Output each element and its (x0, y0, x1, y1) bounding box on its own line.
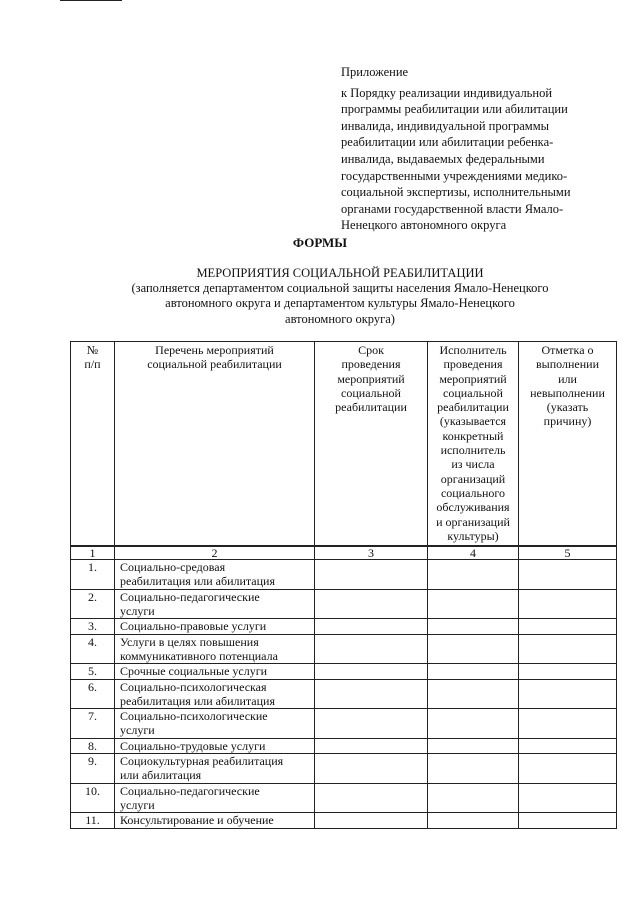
mark-cell[interactable] (519, 560, 617, 590)
header-line: реабилитации (335, 400, 407, 415)
header-line: или (558, 371, 577, 386)
appendix-line: органами государственной власти Ямало- (341, 201, 564, 216)
activity-line: или абилитация (120, 768, 202, 783)
term-cell[interactable] (315, 560, 428, 590)
activity-line: услуги (120, 723, 155, 738)
header-line: (указать (546, 400, 589, 415)
mark-cell[interactable] (519, 783, 617, 813)
term-cell[interactable] (315, 619, 428, 634)
term-cell[interactable] (315, 738, 428, 753)
table-head (71, 342, 617, 560)
appendix-line: к Порядку реализации индивидуальной (341, 85, 553, 100)
mark-cell[interactable] (519, 589, 617, 619)
mark-cell[interactable] (519, 813, 617, 828)
activity-line: Социально-педагогические (120, 783, 260, 798)
mark-cell[interactable] (519, 619, 617, 634)
activity-line: Срочные социальные услуги (120, 664, 268, 679)
activity-line: Социокультурная реабилитация (120, 754, 284, 769)
header-line: (указывается (439, 414, 507, 429)
header-completion-mark (519, 342, 617, 547)
executor-cell[interactable] (428, 813, 519, 828)
row-number: 11. (71, 813, 115, 828)
appendix-line: программы реабилитации или абилитации (341, 102, 568, 117)
row-number: 6. (71, 679, 115, 709)
activity-line: услуги (120, 604, 155, 619)
executor-cell[interactable] (428, 634, 519, 664)
header-line: п/п (84, 357, 101, 372)
appendix-text (341, 85, 581, 234)
executor-cell[interactable] (428, 679, 519, 709)
header-term (315, 342, 428, 547)
row-number: 8. (71, 738, 115, 753)
appendix-block (341, 64, 581, 234)
header-row (71, 342, 617, 547)
term-cell[interactable] (315, 783, 428, 813)
subtitle-line: (заполняется департаментом социальной защиты населения Ямало-Ненецкого (131, 281, 549, 296)
header-line: социальной (443, 385, 503, 400)
appendix-line: реабилитации или абилитации ребенка- (341, 135, 554, 150)
appendix-line: социальной экспертизы, исполнительными (341, 185, 571, 200)
executor-cell[interactable] (428, 664, 519, 679)
subtitle-line: автономного округа и департаментом культуры Ямало-Ненецкого (165, 296, 515, 311)
subtitle-line: автономного округа) (285, 311, 395, 326)
table-row (71, 738, 617, 753)
activity-line: реабилитация или абилитация (120, 693, 275, 708)
table-row (71, 783, 617, 813)
activity-name (115, 783, 315, 813)
activity-line: Социально-средовая (120, 560, 226, 575)
header-line: из числа (451, 457, 495, 472)
appendix-label: Приложение (341, 65, 409, 79)
activity-line: реабилитация или абилитация (120, 574, 275, 589)
appendix-line: Ненецкого автономного округа (341, 218, 507, 233)
header-line: проведения (341, 357, 401, 372)
term-cell[interactable] (315, 679, 428, 709)
term-cell[interactable] (315, 709, 428, 739)
appendix-line: государственными учреждениями медико- (341, 168, 568, 183)
executor-cell[interactable] (428, 589, 519, 619)
table-row (71, 679, 617, 709)
header-line: социального (440, 485, 506, 500)
activity-name (115, 619, 315, 634)
table-body (71, 560, 617, 828)
table-row (71, 709, 617, 739)
header-line: Исполнитель (439, 343, 507, 357)
header-line: реабилитации (437, 400, 509, 415)
row-number: 9. (71, 754, 115, 784)
row-number: 7. (71, 709, 115, 739)
activity-line: Социально-психологическая (120, 679, 267, 694)
header-line: конкретный (442, 428, 504, 443)
activity-name (115, 634, 315, 664)
executor-cell[interactable] (428, 709, 519, 739)
executor-cell[interactable] (428, 619, 519, 634)
header-line: Отметка о (541, 343, 594, 357)
header-executor (428, 342, 519, 547)
mark-cell[interactable] (519, 634, 617, 664)
activity-name (115, 738, 315, 753)
activity-line: Услуги в целях повышения (120, 634, 259, 649)
column-number: 3 (315, 546, 428, 560)
table-row (71, 664, 617, 679)
column-number: 2 (115, 546, 315, 560)
header-line: социальной реабилитации (147, 357, 282, 372)
header-line: мероприятий (439, 371, 507, 386)
table-row (71, 619, 617, 634)
row-number: 1. (71, 560, 115, 590)
activity-line: услуги (120, 797, 155, 812)
row-number: 4. (71, 634, 115, 664)
executor-cell[interactable] (428, 754, 519, 784)
activity-name (115, 709, 315, 739)
column-number: 4 (428, 546, 519, 560)
header-line: культуры) (447, 528, 499, 543)
header-line: невыполнении (530, 385, 605, 400)
activity-line: Консультирование и обучение (120, 813, 274, 828)
executor-cell[interactable] (428, 783, 519, 813)
header-activity-list (115, 342, 315, 547)
activity-name (115, 560, 315, 590)
term-cell[interactable] (315, 813, 428, 828)
activity-line: коммуникативного потенциала (120, 648, 278, 663)
header-number (71, 342, 115, 547)
header-line: организаций (440, 471, 506, 486)
header-line: причину) (543, 414, 592, 429)
header-line: № (86, 343, 99, 357)
row-number: 5. (71, 664, 115, 679)
executor-cell[interactable] (428, 738, 519, 753)
term-cell[interactable] (315, 634, 428, 664)
activity-line: Социально-трудовые услуги (120, 738, 266, 753)
column-number: 5 (519, 546, 617, 560)
table-row (71, 560, 617, 590)
top-rule (60, 0, 122, 1)
mark-cell[interactable] (519, 709, 617, 739)
column-number: 1 (71, 546, 115, 560)
activity-name (115, 813, 315, 828)
header-line: обслуживания (436, 500, 510, 515)
activity-line: Социально-психологические (120, 709, 268, 724)
table-row (71, 813, 617, 828)
executor-cell[interactable] (428, 560, 519, 590)
appendix-line: инвалида, индивидуальной программы (341, 118, 550, 133)
term-cell[interactable] (315, 589, 428, 619)
header-line: социальной (341, 385, 401, 400)
activity-line: Социально-педагогические (120, 589, 260, 604)
activities-table (70, 341, 617, 829)
row-number: 10. (71, 783, 115, 813)
table-row (71, 589, 617, 619)
table-row (71, 754, 617, 784)
header-line: исполнитель (440, 443, 506, 458)
forms-heading: ФОРМЫ (292, 235, 348, 250)
appendix-line: инвалида, выдаваемых федеральными (341, 151, 545, 166)
mark-cell[interactable] (519, 679, 617, 709)
term-cell[interactable] (315, 664, 428, 679)
header-line: Срок (358, 343, 384, 357)
header-line: проведения (443, 357, 503, 372)
activity-name (115, 679, 315, 709)
activity-name (115, 754, 315, 784)
column-number-row (71, 546, 617, 560)
mark-cell[interactable] (519, 738, 617, 753)
table-row (71, 634, 617, 664)
activity-name (115, 664, 315, 679)
mark-cell[interactable] (519, 664, 617, 679)
activity-name (115, 589, 315, 619)
row-number: 3. (71, 619, 115, 634)
header-line: выполнении (536, 357, 599, 372)
header-line: мероприятий (337, 371, 405, 386)
row-number: 2. (71, 589, 115, 619)
document-title: МЕРОПРИЯТИЯ СОЦИАЛЬНОЙ РЕАБИЛИТАЦИИ (196, 266, 484, 280)
term-cell[interactable] (315, 754, 428, 784)
title-block (100, 266, 580, 327)
activity-line: Социально-правовые услуги (120, 619, 267, 634)
header-line: и организаций (436, 514, 510, 529)
header-line: Перечень мероприятий (155, 343, 274, 357)
mark-cell[interactable] (519, 754, 617, 784)
